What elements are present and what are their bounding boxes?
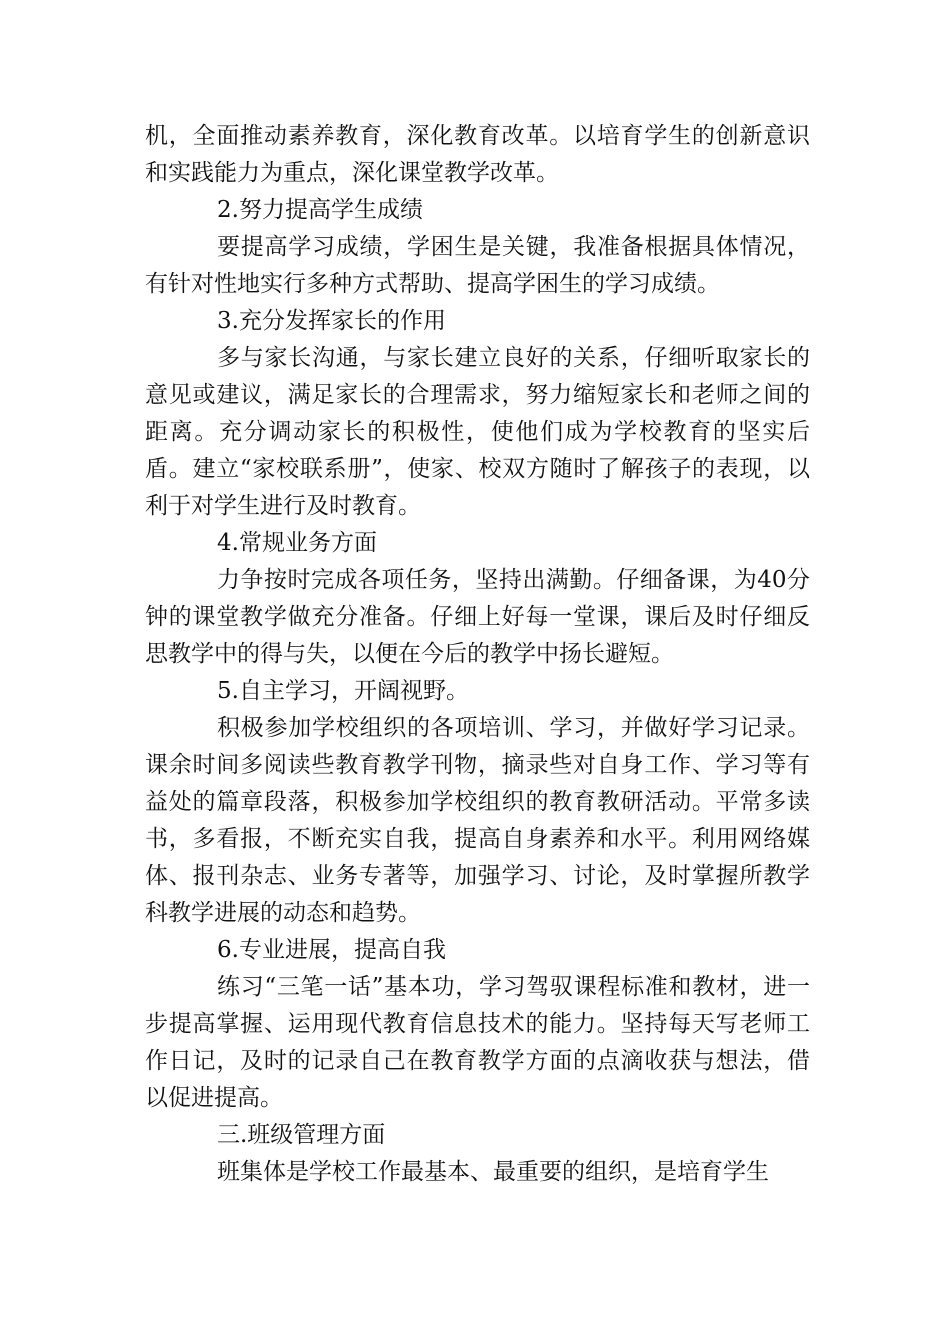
continuation-paragraph: 机，全面推动素养教育，深化教育改革。以培育学生的创新意识和实践能力为重点，深化课堂教学改革。 [145,123,810,186]
section-heading: 2.努力提高学生成绩 [217,197,423,223]
body-paragraph: 要提高学习成绩，学困生是关键，我准备根据具体情况，有针对性地实行多种方式帮助、提高学困生的学习成绩。 [145,234,810,297]
body-paragraph: 班集体是学校工作最基本、最重要的组织，是培育学生 [217,1159,769,1185]
body-paragraph: 多与家长沟通，与家长建立良好的关系，仔细听取家长的意见或建议，满足家长的合理需求，努力缩短家长和老师之间的距离。充分调动家长的积极性，使他们成为学校教育的坚实后盾。建立“家校联系册”，使家、校双方随时了解孩子的表现，以利于对学生进行及时教育。 [145,345,810,519]
document-body [145,118,810,1191]
section-heading: 5.自主学习，开阔视野。 [217,678,469,704]
section-heading: 三.班级管理方面 [217,1122,386,1148]
section-heading: 3.充分发挥家长的作用 [217,308,446,334]
section-heading: 6.专业进展，提高自我 [217,937,446,963]
body-paragraph: 练习“三笔一话”基本功，学习驾驭课程标准和教材，进一步提高掌握、运用现代教育信息技术的能力。坚持每天写老师工作日记，及时的记录自己在教育教学方面的点滴收获与想法，借以促进提高。 [145,974,810,1111]
section-heading: 4.常规业务方面 [217,530,377,556]
body-paragraph: 积极参加学校组织的各项培训、学习，并做好学习记录。课余时间多阅读些教育教学刊物，摘录些对自身工作、学习等有益处的篇章段落，积极参加学校组织的教育教研活动。平常多读书，多看报，不断充实自我，提高自身素养和水平。利用网络媒体、报刊杂志、业务专著等，加强学习、讨论，及时掌握所教学科教学进展的动态和趋势。 [145,715,810,926]
body-paragraph: 力争按时完成各项任务，坚持出满勤。仔细备课，为40分钟的课堂教学做充分准备。仔细上好每一堂课，课后及时仔细反思教学中的得与失，以便在今后的教学中扬长避短。 [145,567,810,667]
